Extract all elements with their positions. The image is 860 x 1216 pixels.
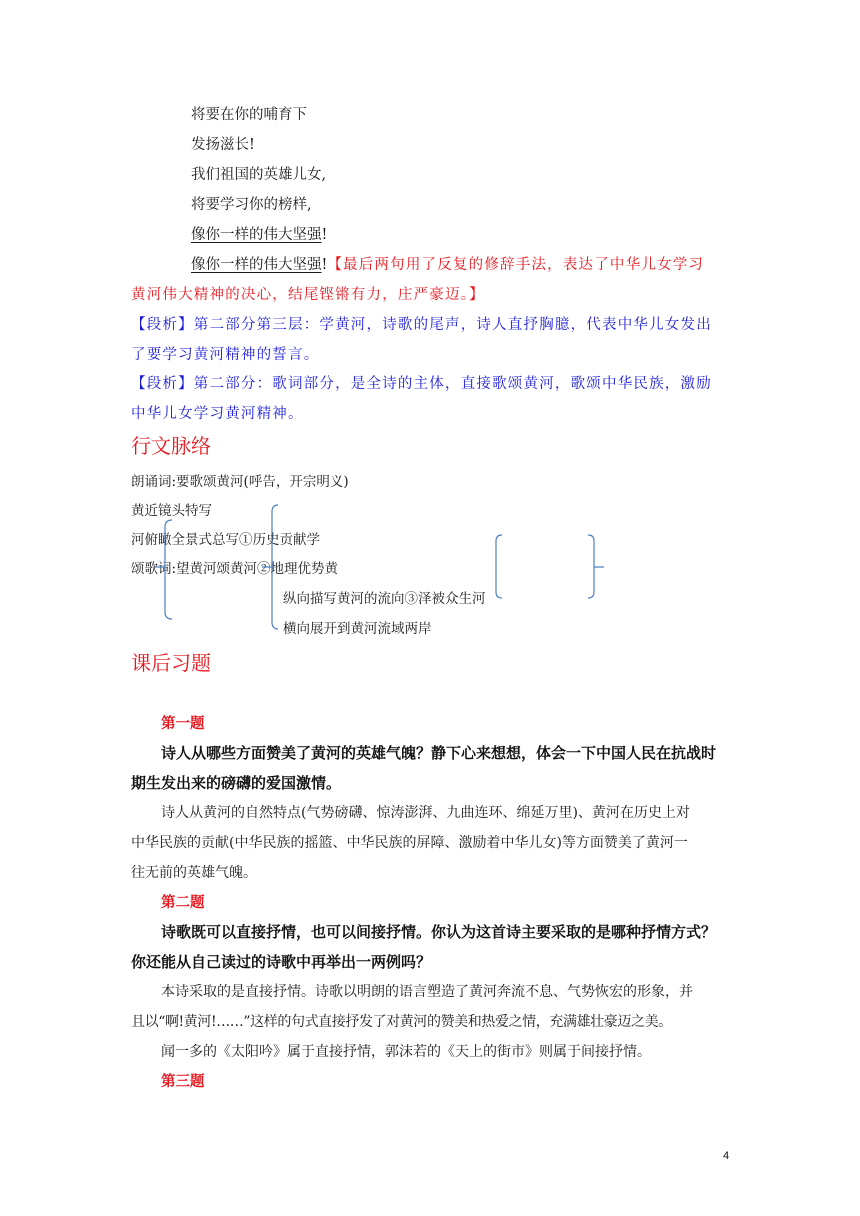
annotation-part1: 【最后两句用了反复的修辞手法，表达了中华儿女学习 xyxy=(327,257,705,273)
analysis1-line2: 了要学习黄河精神的誓言。 xyxy=(131,347,320,363)
poem-line-6-tail: ! xyxy=(321,257,328,273)
poem-line-5-text: 像你一样的伟大坚强 xyxy=(191,227,322,243)
annotation-part2: 黄河伟大精神的决心，结尾铿锵有力，庄严豪迈。】 xyxy=(131,287,485,303)
poem-line-1: 将要在你的哺育下 xyxy=(191,107,307,123)
q2-question-line2: 你还能从自己读过的诗歌中再举出一两例吗？ xyxy=(131,953,432,971)
q3-label: 第三题 xyxy=(161,1074,205,1090)
outline-bracket-mid xyxy=(272,505,278,629)
poem-line-6-text: 像你一样的伟大坚强 xyxy=(191,257,322,273)
analysis1-line1: 【段析】第二部分第三层：学黄河，诗歌的尾声，诗人直抒胸臆，代表中华儿女发出 xyxy=(131,317,712,333)
outline-line-4: 颂歌词:望黄河颂黄河②地理优势黄 xyxy=(131,561,339,577)
outline-bracket-right-close xyxy=(588,535,594,598)
analysis2-line2: 中华儿女学习黄河精神。 xyxy=(131,406,304,422)
q1-answer-line2: 中华民族的贡献(中华民族的摇篮、中华民族的屏障、激励着中华儿女)等方面赞美了黄河一 xyxy=(131,835,688,851)
outline-line-1: 朗诵词:要歌颂黄河(呼告，开宗明义) xyxy=(131,474,349,490)
poem-line-4: 将要学习你的榜样, xyxy=(191,197,312,213)
page-number: 4 xyxy=(723,1150,730,1162)
q1-answer-line3: 往无前的英雄气魄。 xyxy=(131,865,257,881)
q2-answer-line2: 且以“啊!黄河!……”这样的句式直接抒发了对黄河的赞美和热爱之情，充满雄壮豪迈之美。 xyxy=(131,1014,672,1030)
q2-answer-line3: 闻一多的《太阳吟》属于直接抒情，郭沫若的《天上的街市》则属于间接抒情。 xyxy=(161,1044,651,1060)
poem-line-5-tail: ! xyxy=(321,227,328,243)
section-structure-title: 行文脉络 xyxy=(131,434,211,458)
q1-question-line1: 诗人从哪些方面赞美了黄河的英雄气魄？静下心来想想，体会一下中国人民在抗战时 xyxy=(161,744,717,762)
q1-answer-line1: 诗人从黄河的自然特点(气势磅礴、惊涛澎湃、九曲连环、绵延万里)、黄河在历史上对 xyxy=(161,805,690,821)
outline-bracket-left xyxy=(165,520,172,619)
outline-bracket-right-open xyxy=(496,535,502,598)
outline-line-3: 河俯瞰全景式总写①历史贡献学 xyxy=(131,532,320,548)
outline-line-5: 纵向描写黄河的流向③泽被众生河 xyxy=(283,591,486,607)
analysis2-line1: 【段析】第二部分：歌词部分，是全诗的主体，直接歌颂黄河，歌颂中华民族，激励 xyxy=(131,376,712,392)
outline-line-2: 黄近镜头特写 xyxy=(131,503,212,519)
q1-question-line2: 期生发出来的磅礴的爱国激情。 xyxy=(131,774,342,792)
q2-question-line1: 诗歌既可以直接抒情，也可以间接抒情。你认为这首诗主要采取的是哪种抒情方式？ xyxy=(161,923,717,941)
poem-line-2: 发扬滋长! xyxy=(191,137,255,153)
outline-line-6: 横向展开到黄河流域两岸 xyxy=(283,621,432,637)
q2-answer-line1: 本诗采取的是直接抒情。诗歌以明朗的语言塑造了黄河奔流不息、气势恢宏的形象，并 xyxy=(161,984,693,1000)
q1-label: 第一题 xyxy=(161,716,205,732)
section-exercises-title: 课后习题 xyxy=(131,651,211,675)
q2-label: 第二题 xyxy=(161,895,205,911)
poem-line-3: 我们祖国的英雄儿女, xyxy=(191,167,327,183)
